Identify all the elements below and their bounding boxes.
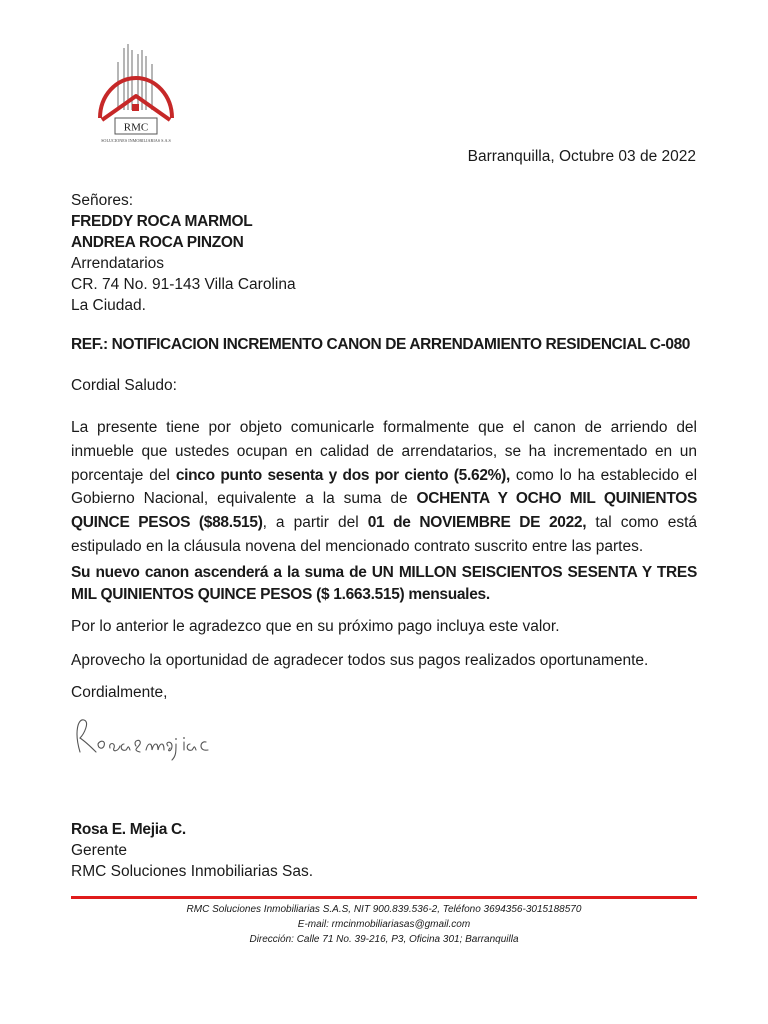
footer	[71, 902, 697, 947]
body-bold-text: 01 de NOVIEMBRE DE 2022,	[367, 514, 587, 532]
new-rent-statement: Su nuevo canon ascenderá a la suma de UN MILLON SEISCIENTOS SESENTA Y TRES MIL QUINIENTOS QUINCE PESOS ($ 1.663.515) mensuales.	[71, 564, 697, 603]
body-text: como lo ha establecido el Gobierno Nacional, equivalente a la suma de	[71, 466, 698, 508]
body-text: La presente tiene por objeto comunicarle formalmente que el canon de arriendo del inmueble que ustedes ocupan en calidad de arrendatarios, se ha incrementado en un porcentaje del	[71, 419, 697, 484]
footer-email-line: E-mail: rmcinmobiliariasas@gmail.com	[297, 919, 471, 930]
signer-title: Gerente	[71, 842, 128, 859]
recipient-block	[71, 190, 296, 316]
body-line: Aprovecho la oportunidad de agradecer todos sus pagos realizados oportunamente.	[71, 652, 649, 669]
salutation-label: Señores:	[71, 192, 134, 209]
footer-divider	[71, 896, 697, 899]
handwritten-signature	[72, 712, 242, 762]
body-text: , a partir del	[262, 514, 368, 532]
recipient-city: La Ciudad.	[71, 297, 146, 314]
logo-graphic	[80, 40, 190, 150]
recipient-role: Arrendatarios	[71, 255, 165, 272]
body-paragraph	[71, 416, 697, 559]
company-logo	[80, 40, 190, 150]
body-bold-text: cinco punto sesenta y dos por ciento (5.62%),	[175, 466, 510, 484]
recipient-name: ANDREA ROCA PINZON	[71, 234, 244, 251]
footer-company-line: RMC Soluciones Inmobiliarias S.A.S, NIT 900.839.536-2, Teléfono 3694356-3015188570	[186, 904, 582, 915]
letter-date: Barranquilla, Octubre 03 de 2022	[467, 148, 696, 165]
signer-company: RMC Soluciones Inmobiliarias Sas.	[71, 863, 314, 880]
body-line: Por lo anterior le agradezco que en su próximo pago incluya este valor.	[71, 618, 560, 635]
body-bold-text: OCHENTA Y OCHO MIL QUINIENTOS QUINCE PESOS ($88.515)	[71, 490, 697, 532]
greeting: Cordial Saludo:	[71, 377, 177, 394]
reference-line: REF.: NOTIFICACION INCREMENTO CANON DE ARRENDAMIENTO RESIDENCIAL C-080	[71, 336, 691, 353]
logo-subtitle: SOLUCIONES INMOBILIARIAS S.A.S	[101, 138, 171, 143]
body-text: tal como está estipulado en la cláusula novena del mencionado contrato suscrito entre las partes.	[71, 514, 698, 555]
recipient-address: CR. 74 No. 91-143 Villa Carolina	[71, 276, 296, 293]
closing: Cordialmente,	[71, 684, 168, 701]
footer-address-line: Dirección: Calle 71 No. 39-216, P3, Oficina 301; Barranquilla	[249, 934, 519, 945]
recipient-name: FREDDY ROCA MARMOL	[71, 213, 253, 230]
signer-name: Rosa E. Mejia C.	[71, 821, 186, 838]
signer-block	[71, 819, 313, 882]
logo-text: RMC	[123, 121, 149, 134]
